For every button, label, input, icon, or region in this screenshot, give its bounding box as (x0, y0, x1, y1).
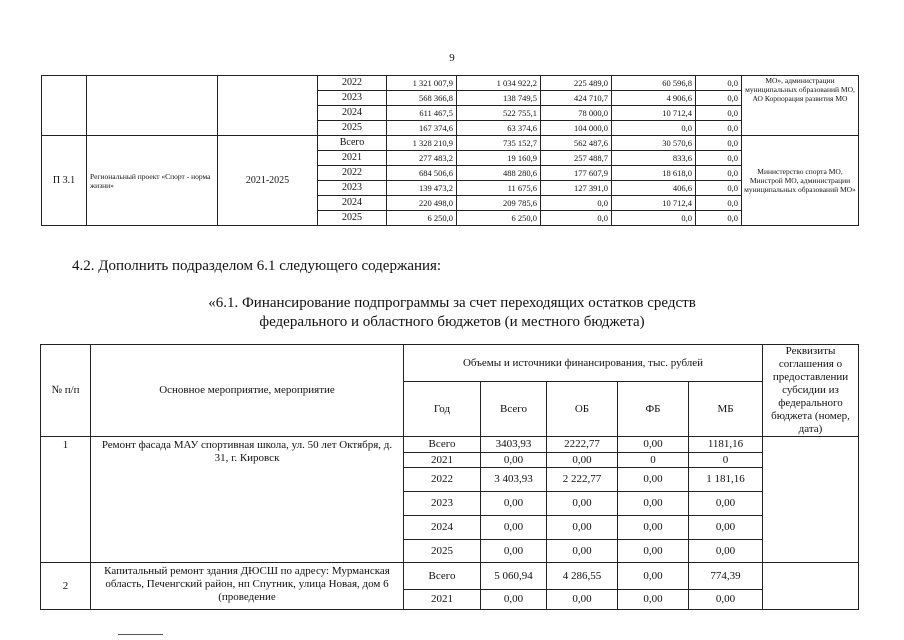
value-cell: 3 403,93 (481, 468, 547, 492)
value-cell: 0,00 (547, 540, 618, 563)
value-cell: 5 060,94 (481, 563, 547, 590)
value-cell: 0,00 (689, 590, 763, 610)
project-name: Региональный проект «Спорт - норма жизни» (87, 136, 218, 226)
year-cell: 2025 (318, 121, 387, 136)
value-cell: 611 467,5 (387, 106, 457, 121)
value-cell: 177 607,9 (541, 166, 612, 181)
year-cell: 2025 (404, 540, 481, 563)
value-cell: 0,00 (618, 468, 689, 492)
value-cell: 0,0 (696, 91, 742, 106)
table-row (42, 76, 859, 91)
value-cell: 11 675,6 (457, 181, 541, 196)
value-cell: 0,0 (696, 211, 742, 226)
year-cell: Всего (404, 437, 481, 453)
requisites-cell (763, 563, 859, 610)
value-cell: 488 280,6 (457, 166, 541, 181)
value-cell: 0,00 (481, 492, 547, 516)
table-row (41, 563, 859, 590)
value-cell: 1 034 922,2 (457, 76, 541, 91)
value-cell: 2222,77 (547, 437, 618, 453)
requisites-cell (763, 437, 859, 563)
value-cell: 63 374,6 (457, 121, 541, 136)
value-cell: 0,00 (547, 453, 618, 468)
value-cell: 562 487,6 (541, 136, 612, 151)
year-cell: 2021 (404, 453, 481, 468)
value-cell: 138 749,5 (457, 91, 541, 106)
value-cell: 1 321 007,9 (387, 76, 457, 91)
value-cell: 0,00 (689, 492, 763, 516)
value-cell: 0,00 (689, 540, 763, 563)
value-cell: 277 483,2 (387, 151, 457, 166)
value-cell: 424 710,7 (541, 91, 612, 106)
header-ob: ОБ (547, 382, 618, 437)
value-cell: 0,0 (696, 106, 742, 121)
value-cell: 1 328 210,9 (387, 136, 457, 151)
header-activity: Основное мероприятие, мероприятие (91, 345, 404, 437)
item-activity: Ремонт фасада МАУ спортивная школа, ул. 50 лет Октября, д. 31, г. Кировск (91, 437, 404, 563)
value-cell: 1 181,16 (689, 468, 763, 492)
empty-cell (42, 76, 87, 136)
value-cell: 10 712,4 (612, 106, 696, 121)
value-cell: 735 152,7 (457, 136, 541, 151)
value-cell: 0,00 (481, 540, 547, 563)
value-cell: 6 250,0 (457, 211, 541, 226)
empty-cell (218, 76, 318, 136)
value-cell: 2 222,77 (547, 468, 618, 492)
item-activity: Капитальный ремонт здания ДЮСШ по адресу: Мурманская область, Печенгский район, нп Спутник, улица Новая, дом 6 (проведение (91, 563, 404, 610)
value-cell: 127 391,0 (541, 181, 612, 196)
value-cell: 139 473,2 (387, 181, 457, 196)
value-cell: 0,0 (696, 76, 742, 91)
value-cell: 257 488,7 (541, 151, 612, 166)
value-cell: 0,00 (618, 590, 689, 610)
value-cell: 0 (618, 453, 689, 468)
value-cell: 0,0 (541, 211, 612, 226)
header-num: № п/п (41, 345, 91, 437)
value-cell: 0,0 (696, 121, 742, 136)
value-cell: 0,00 (547, 516, 618, 540)
year-cell: 2021 (404, 590, 481, 610)
value-cell: 0,00 (481, 516, 547, 540)
value-cell: 0,0 (612, 121, 696, 136)
value-cell: 1181,16 (689, 437, 763, 453)
year-cell: 2023 (318, 91, 387, 106)
financing-table (40, 344, 859, 610)
footnote-divider (118, 634, 163, 635)
value-cell: 60 596,8 (612, 76, 696, 91)
header-fb: ФБ (618, 382, 689, 437)
year-cell: 2023 (404, 492, 481, 516)
year-cell: 2022 (318, 166, 387, 181)
executor-cell: МО», администрации муниципальных образований МО, АО Корпорация развития МО (742, 76, 859, 136)
section-heading: «6.1. Финансирование подпрограммы за счет переходящих остатков средств (208, 295, 696, 311)
year-cell: 2025 (318, 211, 387, 226)
value-cell: 0,00 (618, 563, 689, 590)
header-funding-group: Объемы и источники финансирования, тыс. рублей (404, 345, 763, 382)
header-year: Год (404, 382, 481, 437)
value-cell: 30 570,6 (612, 136, 696, 151)
item-number: 1 (41, 437, 91, 563)
value-cell: 3403,93 (481, 437, 547, 453)
value-cell: 10 712,4 (612, 196, 696, 211)
page-number: 9 (449, 52, 455, 64)
value-cell: 0,00 (547, 590, 618, 610)
value-cell: 0,00 (547, 492, 618, 516)
value-cell: 4 286,55 (547, 563, 618, 590)
year-cell: 2024 (404, 516, 481, 540)
value-cell: 0 (689, 453, 763, 468)
value-cell: 406,6 (612, 181, 696, 196)
value-cell: 0,00 (618, 516, 689, 540)
value-cell: 6 250,0 (387, 211, 457, 226)
header-mb: МБ (689, 382, 763, 437)
value-cell: 104 000,0 (541, 121, 612, 136)
value-cell: 568 366,8 (387, 91, 457, 106)
item-number: 2 (41, 563, 91, 610)
value-cell: 0,00 (618, 540, 689, 563)
instruction-text: 4.2. Дополнить подразделом 6.1 следующего содержания: (72, 258, 442, 274)
year-cell: 2022 (404, 468, 481, 492)
value-cell: 0,0 (541, 196, 612, 211)
year-cell: 2022 (318, 76, 387, 91)
header-total: Всего (481, 382, 547, 437)
value-cell: 0,0 (696, 166, 742, 181)
table-row (42, 136, 859, 151)
value-cell: 18 618,0 (612, 166, 696, 181)
value-cell: 0,00 (481, 590, 547, 610)
value-cell: 0,00 (689, 516, 763, 540)
value-cell: 0,0 (696, 151, 742, 166)
empty-cell (87, 76, 218, 136)
year-cell: 2023 (318, 181, 387, 196)
value-cell: 0,0 (612, 211, 696, 226)
project-code: П 3.1 (42, 136, 87, 226)
header-row (41, 345, 859, 382)
value-cell: 0,00 (618, 492, 689, 516)
year-cell: 2024 (318, 106, 387, 121)
year-cell: 2021 (318, 151, 387, 166)
year-cell: Всего (318, 136, 387, 151)
value-cell: 833,6 (612, 151, 696, 166)
executor-cell: Министерство спорта МО, Минстрой МО, администрации муниципальных образований МО» (742, 136, 859, 226)
header-requisites: Реквизиты соглашения о предоставлении субсидии из федерального бюджета (номер, дата) (763, 345, 859, 437)
value-cell: 522 755,1 (457, 106, 541, 121)
value-cell: 220 498,0 (387, 196, 457, 211)
table-row (41, 437, 859, 453)
value-cell: 0,00 (618, 437, 689, 453)
section-heading-line2: федерального и областного бюджетов (и местного бюджета) (259, 314, 645, 330)
value-cell: 0,0 (696, 181, 742, 196)
value-cell: 0,0 (696, 136, 742, 151)
value-cell: 19 160,9 (457, 151, 541, 166)
year-cell: 2024 (318, 196, 387, 211)
value-cell: 209 785,6 (457, 196, 541, 211)
budget-table-continuation (41, 75, 859, 226)
value-cell: 774,39 (689, 563, 763, 590)
project-period: 2021-2025 (218, 136, 318, 226)
value-cell: 4 906,6 (612, 91, 696, 106)
year-cell: Всего (404, 563, 481, 590)
value-cell: 0,0 (696, 196, 742, 211)
value-cell: 225 489,0 (541, 76, 612, 91)
value-cell: 0,00 (481, 453, 547, 468)
value-cell: 167 374,6 (387, 121, 457, 136)
value-cell: 78 000,0 (541, 106, 612, 121)
value-cell: 684 506,6 (387, 166, 457, 181)
